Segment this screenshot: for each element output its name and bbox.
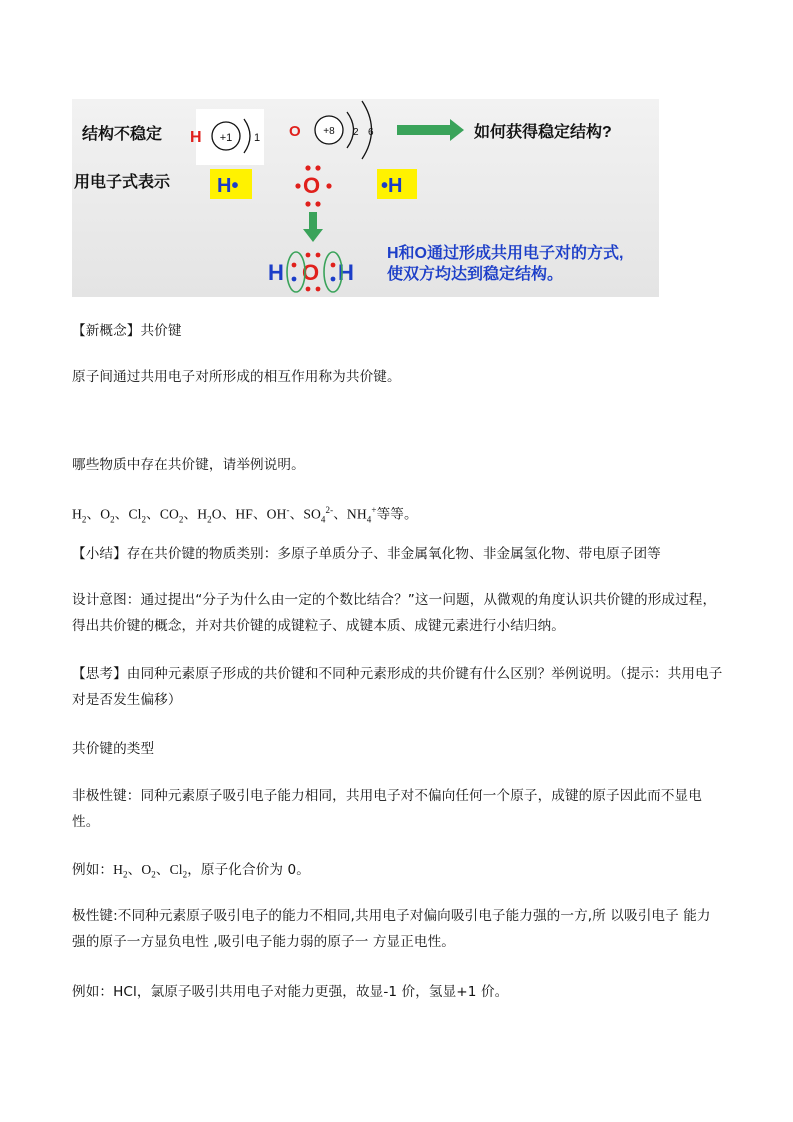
formula-sub: 2 bbox=[123, 869, 128, 880]
formula-text: Cl bbox=[128, 506, 142, 522]
h-left-dot: H• bbox=[217, 175, 239, 197]
stability-question: 如何获得稳定结构? bbox=[474, 124, 612, 141]
separator: 、 bbox=[289, 506, 304, 522]
water-dot-icon bbox=[306, 253, 311, 258]
bond-types-heading: 共价键的类型 bbox=[72, 741, 155, 757]
formula-text: O bbox=[211, 506, 222, 522]
formula-sup: + bbox=[371, 505, 377, 515]
o-electron-formula: O bbox=[303, 173, 321, 198]
arrow-down-icon bbox=[303, 212, 323, 242]
h-nucleus-charge: +1 bbox=[219, 132, 233, 144]
examples-paragraph bbox=[72, 497, 724, 532]
separator: 、 bbox=[114, 506, 129, 522]
definition-paragraph: 原子间通过共用电子对所形成的相互作用称为共价键。 bbox=[72, 369, 401, 385]
h-right-dot: •H bbox=[381, 175, 403, 197]
h-shell-count: 1 bbox=[254, 132, 261, 144]
water-h2: H bbox=[338, 260, 354, 285]
new-concept-tag: 【新概念】 bbox=[72, 323, 141, 339]
nonpolar-bond-paragraph: 非极性键：同种元素原子吸引电子能力相同，共用电子对不偏向任何一个原子，成键的原子因此而不显电性。 bbox=[72, 788, 702, 830]
o-dot-icon bbox=[305, 201, 310, 206]
o-symbol: O bbox=[289, 123, 301, 140]
o-shell2-count: 6 bbox=[368, 127, 374, 138]
separator: 、 bbox=[221, 506, 236, 522]
separator: 、 bbox=[333, 506, 347, 522]
think-paragraph bbox=[72, 661, 724, 713]
formula-sub: 2 bbox=[151, 869, 156, 880]
water-dot-icon bbox=[292, 277, 297, 282]
formula-sub: 2 bbox=[141, 514, 147, 525]
design-intent-paragraph: 设计意图：通过提出“分子为什么由一定的个数比结合？”这一问题，从微观的角度认识共价键的形成过程，得出共价键的概念，并对共价键的成键粒子、成键本质、成键元素进行小结归纳。 bbox=[72, 592, 717, 634]
o-dot-icon bbox=[315, 165, 320, 170]
formula-text: OH bbox=[266, 506, 287, 522]
formula-text: H bbox=[113, 862, 124, 877]
explain-line-2: 使双方均达到稳定结构。 bbox=[387, 266, 564, 283]
atom-structure-figure bbox=[72, 99, 659, 297]
water-dot-icon bbox=[331, 263, 336, 268]
question-paragraph: 哪些物质中存在共价键，请举例说明。 bbox=[72, 457, 305, 473]
summary-paragraph bbox=[72, 541, 724, 567]
examples-tail: 等等。 bbox=[376, 506, 418, 522]
o-shell1-count: 2 bbox=[353, 127, 359, 138]
water-dot-icon bbox=[316, 253, 321, 258]
separator: 、 bbox=[127, 862, 142, 878]
water-dot-icon bbox=[316, 287, 321, 292]
formula-sub: 4 bbox=[366, 514, 372, 525]
water-dot-icon bbox=[306, 287, 311, 292]
formula-sub: 4 bbox=[320, 514, 326, 525]
nonpolar-example-paragraph bbox=[72, 857, 724, 888]
formula-sup: - bbox=[286, 505, 290, 515]
formula-text: O bbox=[141, 862, 152, 877]
formula-text: CO bbox=[159, 506, 179, 522]
arrow-right-icon bbox=[397, 119, 464, 141]
o-dot-icon bbox=[315, 201, 320, 206]
separator: 、 bbox=[146, 506, 160, 522]
o-nucleus-charge: +8 bbox=[323, 126, 335, 137]
formula-sub: 2 bbox=[110, 514, 115, 525]
polar-bond-paragraph: 极性键:不同种元素原子吸引电子的能力不相同,共用电子对偏向吸引电子能力强的一方,所 以吸引电子 能力强的原子一方显负电性 ,吸引电子能力弱的原子一 方显正电性。 bbox=[72, 908, 711, 950]
formula-sub: 2 bbox=[178, 514, 184, 525]
separator: 、 bbox=[155, 862, 170, 878]
formula-text: Cl bbox=[169, 862, 183, 877]
formula-text: H bbox=[72, 506, 82, 522]
explain-line-1: H和O通过形成共用电子对的方式, bbox=[387, 245, 624, 262]
water-h1: H bbox=[268, 260, 284, 285]
summary-tag: 【小结】 bbox=[72, 546, 127, 562]
formula-sup: 2- bbox=[325, 505, 334, 515]
example-tail: ，原子化合价为 0。 bbox=[187, 862, 310, 878]
o-dot-icon bbox=[295, 183, 300, 188]
water-dot-icon bbox=[331, 277, 336, 282]
separator: 、 bbox=[252, 506, 267, 522]
formula-text: O bbox=[100, 506, 111, 522]
o-dot-icon bbox=[305, 165, 310, 170]
bonding-diagram bbox=[72, 99, 659, 297]
water-o: O bbox=[302, 260, 320, 285]
unstable-label: 结构不稳定 bbox=[82, 126, 163, 143]
formula-text: NH bbox=[346, 506, 367, 522]
o-dot-icon bbox=[326, 183, 331, 188]
separator: 、 bbox=[183, 506, 198, 522]
summary-text: 存在共价键的物质类别：多原子单质分子、非金属氧化物、非金属氢化物、带电原子团等 bbox=[126, 546, 661, 562]
electron-formula-label: 用电子式表示 bbox=[74, 174, 171, 191]
formula-text: HF bbox=[235, 506, 253, 522]
new-concept-title: 共价键 bbox=[140, 323, 182, 339]
formula-text: SO bbox=[303, 506, 321, 522]
formula-sub: 2 bbox=[207, 514, 212, 525]
example-lead: 例如： bbox=[72, 862, 114, 878]
polar-example-paragraph: 例如：HCl，氯原子吸引共用电子对能力更强，故显-1 价，氢显+1 价。 bbox=[72, 984, 509, 1000]
new-concept-heading bbox=[72, 318, 724, 344]
separator: 、 bbox=[86, 506, 101, 522]
water-dot-icon bbox=[292, 263, 297, 268]
formula-text: H bbox=[197, 506, 208, 522]
think-tag: 【思考】 bbox=[72, 666, 127, 682]
formula-sub: 2 bbox=[81, 514, 87, 525]
think-text: 由同种元素原子形成的共价键和不同种元素形成的共价键有什么区别？举例说明。（提示：共用电子对是否发生偏移） bbox=[72, 666, 723, 708]
formula-sub: 2 bbox=[182, 869, 188, 880]
h-symbol: H bbox=[190, 129, 202, 146]
